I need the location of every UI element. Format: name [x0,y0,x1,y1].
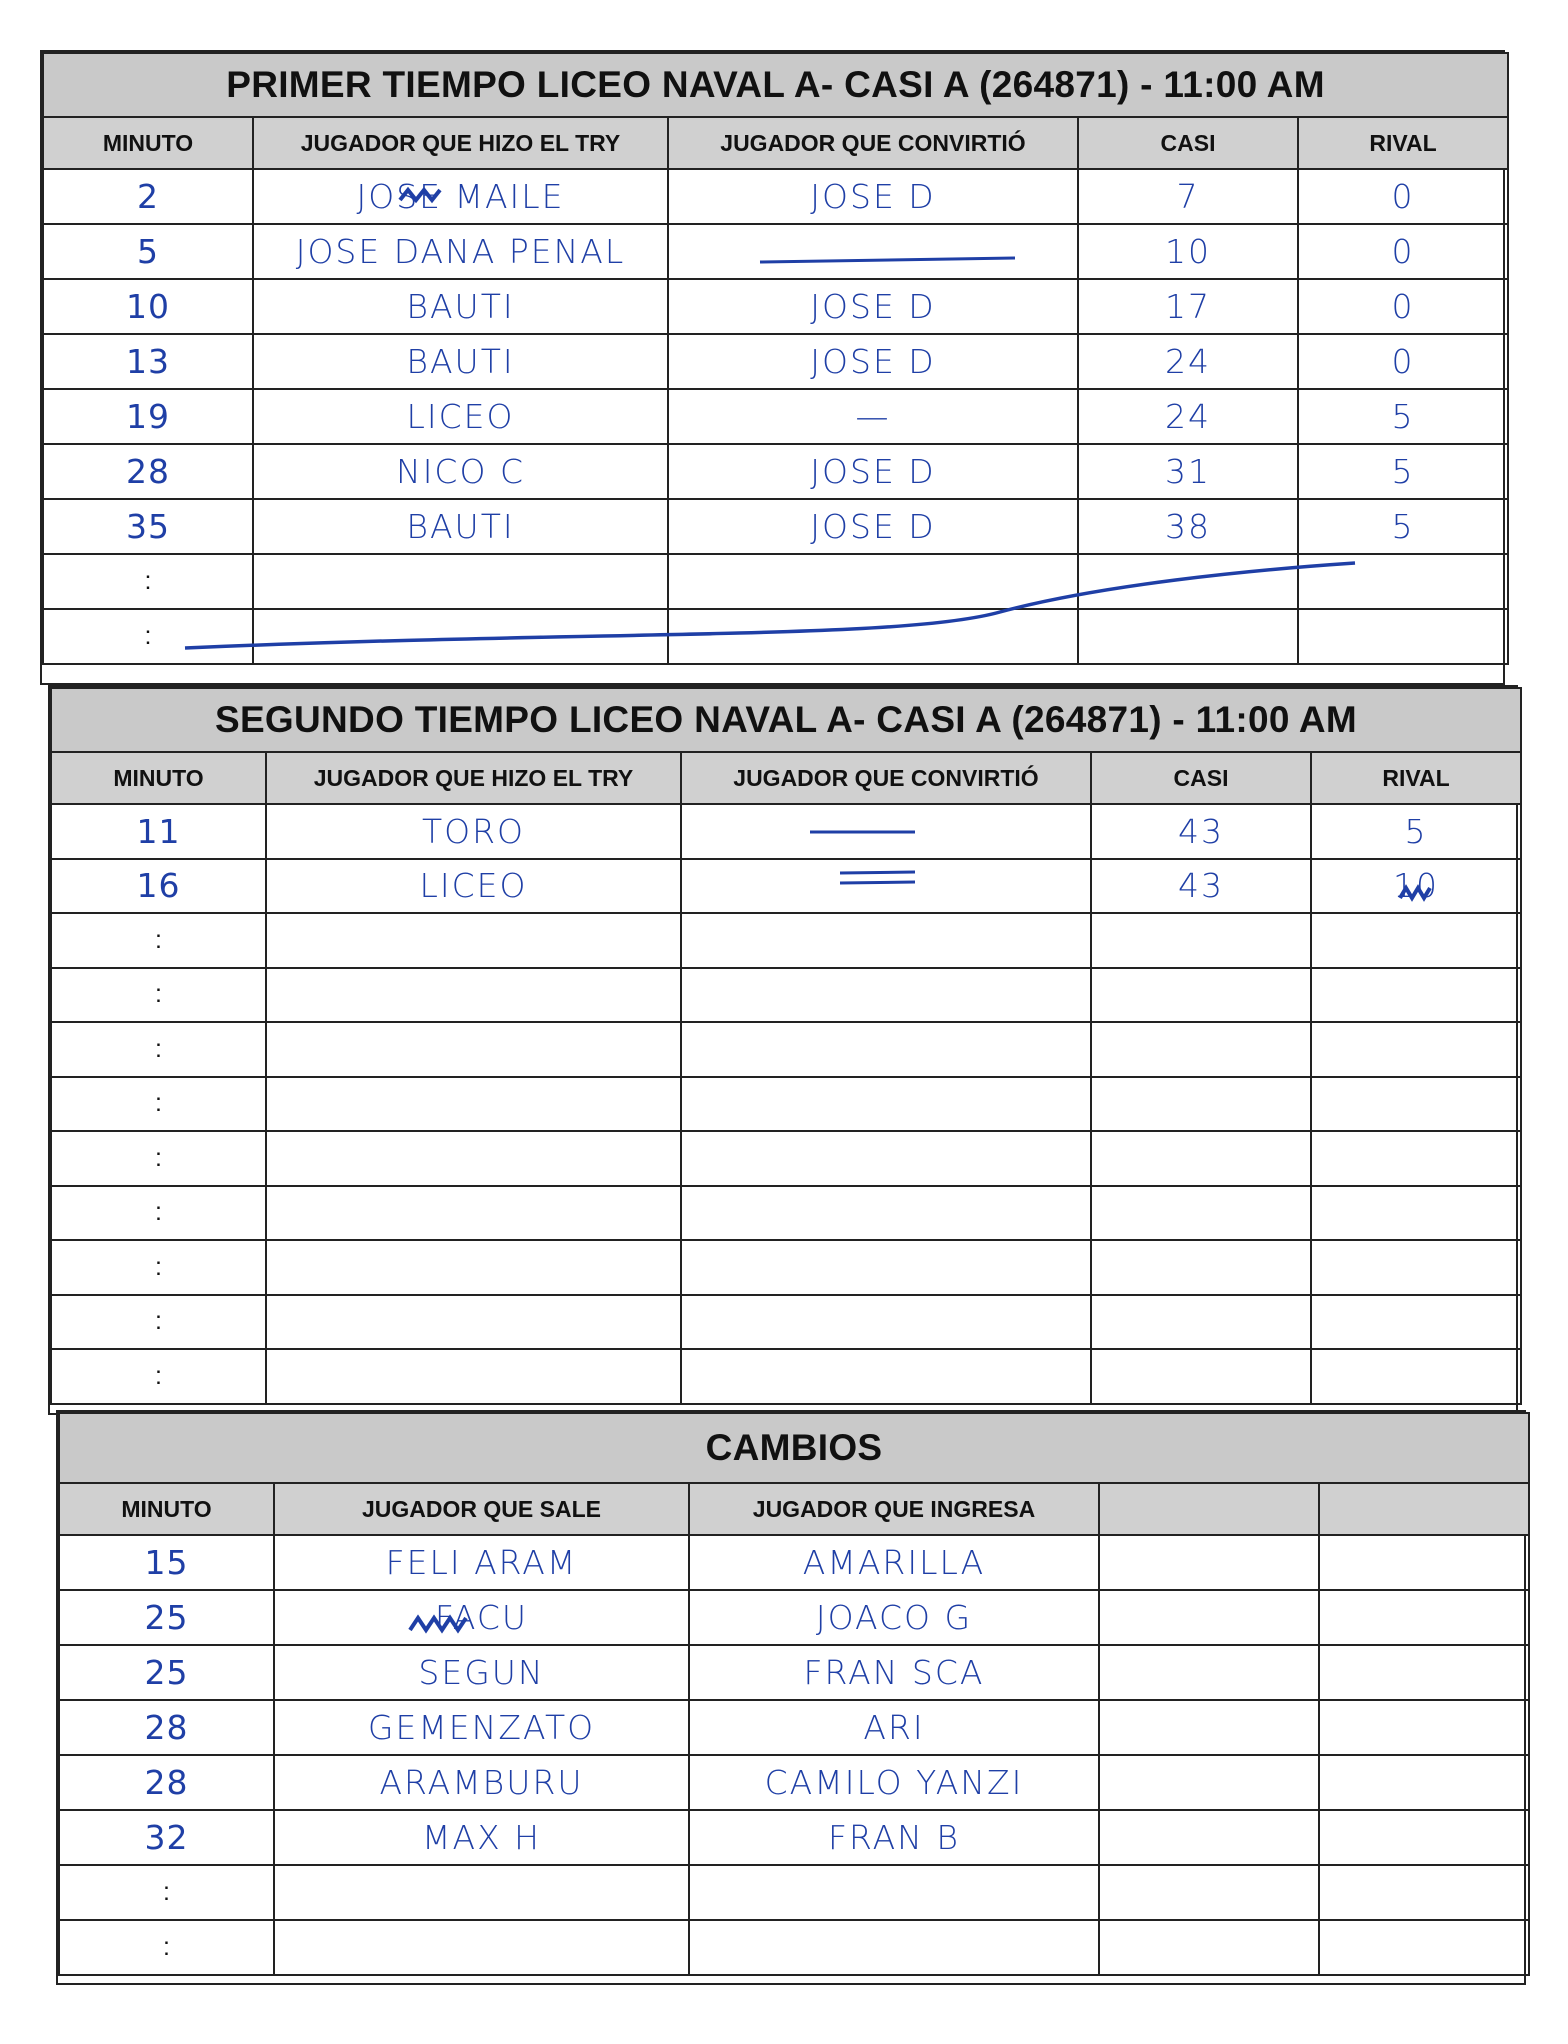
cell-try [266,1240,681,1295]
header-rival: RIVAL [1298,117,1508,169]
cell-rival [1298,554,1508,609]
header-extra-2 [1319,1483,1529,1535]
cell-convirtio [668,554,1078,609]
cell-rival: 0 [1298,224,1508,279]
cell-convirtio [681,1077,1091,1132]
cell-casi [1091,1131,1311,1186]
cell-convirtio [681,913,1091,968]
header-ingresa: JUGADOR QUE INGRESA [689,1483,1099,1535]
cell-convirtio [681,1240,1091,1295]
cell-casi [1078,554,1298,609]
table-row [51,913,1521,968]
cell-rival: 10 [1311,859,1521,914]
cell-try [253,554,668,609]
cell-ingresa [689,1920,1099,1975]
cell-rival [1298,609,1508,664]
table-row [51,804,1521,859]
cell-rival: 5 [1298,444,1508,499]
table-row [59,1755,1529,1810]
cell-minuto: : [59,1920,274,1975]
table-row [43,499,1508,554]
table-row [59,1700,1529,1755]
cell-casi: 31 [1078,444,1298,499]
table-row [43,609,1508,664]
cell-rival: 0 [1298,334,1508,389]
cell-try: NICO C [253,444,668,499]
cell-minuto: : [43,554,253,609]
cell-try [266,1077,681,1132]
table-row [43,444,1508,499]
header-extra-1 [1099,1483,1319,1535]
table-row [51,859,1521,914]
cell-casi [1091,1077,1311,1132]
table-row [59,1810,1529,1865]
cell-convirtio: JOSE D [668,169,1078,224]
cell-rival [1311,968,1521,1023]
cell-convirtio [681,1022,1091,1077]
empty-cell [1099,1810,1319,1865]
second-half-table [50,687,1522,1405]
table-row [51,1295,1521,1350]
second-half-section [48,685,1518,1415]
cell-minuto: 13 [43,334,253,389]
changes-section [56,1410,1526,1985]
cell-casi: 24 [1078,334,1298,389]
cell-try [266,1186,681,1241]
cell-try [266,1349,681,1404]
cell-minuto: 32 [59,1810,274,1865]
cell-rival: 0 [1298,279,1508,334]
cell-minuto: 16 [51,859,266,914]
empty-cell [1099,1755,1319,1810]
cell-casi [1091,1349,1311,1404]
cell-sale: GEMENZATO [274,1700,689,1755]
empty-cell [1099,1590,1319,1645]
cell-casi [1078,609,1298,664]
cell-sale [274,1920,689,1975]
table-row [51,1349,1521,1404]
table-row [59,1590,1529,1645]
cell-minuto: : [59,1865,274,1920]
cell-sale: SEGUN [274,1645,689,1700]
cell-try: JOSE DANA PENAL [253,224,668,279]
cell-convirtio [681,1131,1091,1186]
cell-casi [1091,968,1311,1023]
cell-convirtio: — [668,389,1078,444]
cell-minuto: 28 [43,444,253,499]
empty-cell [1319,1535,1529,1590]
empty-cell [1099,1920,1319,1975]
cell-casi: 7 [1078,169,1298,224]
first-half-table [42,52,1509,665]
header-convirtio: JUGADOR QUE CONVIRTIÓ [668,117,1078,169]
cell-casi [1091,1295,1311,1350]
empty-cell [1319,1755,1529,1810]
cell-minuto: : [51,913,266,968]
cell-sale: ARAMBURU [274,1755,689,1810]
cell-minuto: : [51,1077,266,1132]
header-casi: CASI [1078,117,1298,169]
header-casi: CASI [1091,752,1311,804]
cell-casi: 43 [1091,804,1311,859]
cell-sale: MAX H [274,1810,689,1865]
cell-minuto: : [43,609,253,664]
cell-minuto: 5 [43,224,253,279]
cell-rival [1311,1186,1521,1241]
cell-ingresa: JOACO G [689,1590,1099,1645]
cell-rival [1311,1022,1521,1077]
cell-minuto: 10 [43,279,253,334]
cell-ingresa [689,1865,1099,1920]
cell-convirtio: JOSE D [668,279,1078,334]
cell-minuto: : [51,1022,266,1077]
cell-try: BAUTI [253,334,668,389]
header-try: JUGADOR QUE HIZO EL TRY [266,752,681,804]
cell-casi: 24 [1078,389,1298,444]
first-half-title: PRIMER TIEMPO LICEO NAVAL A- CASI A (264871) - 11:00 AM [43,53,1508,117]
header-minuto: MINUTO [51,752,266,804]
cell-ingresa: ARI [689,1700,1099,1755]
cell-ingresa: FRAN B [689,1810,1099,1865]
cell-convirtio [668,609,1078,664]
cell-try [253,609,668,664]
cell-minuto: : [51,1186,266,1241]
cell-try [266,1131,681,1186]
empty-cell [1099,1865,1319,1920]
header-try: JUGADOR QUE HIZO EL TRY [253,117,668,169]
header-sale: JUGADOR QUE SALE [274,1483,689,1535]
cell-minuto: 2 [43,169,253,224]
cell-minuto: 15 [59,1535,274,1590]
table-row [43,389,1508,444]
cell-minuto: 35 [43,499,253,554]
cell-ingresa: AMARILLA [689,1535,1099,1590]
cell-rival [1311,913,1521,968]
cell-minuto: 28 [59,1755,274,1810]
cell-convirtio [668,224,1078,279]
cell-casi: 17 [1078,279,1298,334]
table-row [51,1186,1521,1241]
table-row [59,1645,1529,1700]
empty-cell [1319,1810,1529,1865]
cell-casi [1091,913,1311,968]
cell-casi: 10 [1078,224,1298,279]
cell-try: LICEO [253,389,668,444]
cell-minuto: 28 [59,1700,274,1755]
cell-rival: 5 [1298,499,1508,554]
cell-casi: 38 [1078,499,1298,554]
second-half-title: SEGUNDO TIEMPO LICEO NAVAL A- CASI A (264871) - 11:00 AM [51,688,1521,752]
empty-cell [1319,1590,1529,1645]
cell-rival [1311,1240,1521,1295]
cell-rival: 5 [1298,389,1508,444]
header-minuto: MINUTO [59,1483,274,1535]
table-row [51,968,1521,1023]
cell-convirtio [681,968,1091,1023]
cell-casi [1091,1186,1311,1241]
cell-minuto: 25 [59,1590,274,1645]
empty-cell [1099,1535,1319,1590]
cell-casi [1091,1022,1311,1077]
cell-convirtio [681,1349,1091,1404]
cell-minuto: : [51,1131,266,1186]
cell-convirtio: JOSE D [668,499,1078,554]
cell-try: BAUTI [253,499,668,554]
cell-rival [1311,1349,1521,1404]
cell-convirtio [681,1295,1091,1350]
empty-cell [1099,1645,1319,1700]
table-row [43,334,1508,389]
empty-cell [1319,1920,1529,1975]
table-row [43,224,1508,279]
cell-ingresa: CAMILO YANZI [689,1755,1099,1810]
cell-minuto: 25 [59,1645,274,1700]
cell-convirtio [681,1186,1091,1241]
cell-casi: 43 [1091,859,1311,914]
cell-sale: FACU [274,1590,689,1645]
table-row [43,279,1508,334]
cell-sale [274,1865,689,1920]
cell-try: BAUTI [253,279,668,334]
cell-ingresa: FRAN SCA [689,1645,1099,1700]
changes-table [58,1412,1530,1976]
cell-try: JOSE MAILE [253,169,668,224]
first-half-section [40,50,1505,685]
cell-convirtio: JOSE D [668,334,1078,389]
table-row [51,1131,1521,1186]
table-row [59,1865,1529,1920]
cell-rival [1311,1295,1521,1350]
cell-try: TORO [266,804,681,859]
empty-cell [1099,1700,1319,1755]
cell-minuto: : [51,968,266,1023]
header-minuto: MINUTO [43,117,253,169]
table-row [51,1077,1521,1132]
empty-cell [1319,1645,1529,1700]
table-row [59,1920,1529,1975]
cell-try [266,1022,681,1077]
table-row [51,1240,1521,1295]
cell-minuto: : [51,1240,266,1295]
header-convirtio: JUGADOR QUE CONVIRTIÓ [681,752,1091,804]
empty-cell [1319,1700,1529,1755]
cell-try: LICEO [266,859,681,914]
table-row [51,1022,1521,1077]
cell-convirtio [681,804,1091,859]
cell-minuto: : [51,1349,266,1404]
cell-minuto: : [51,1295,266,1350]
cell-rival: 0 [1298,169,1508,224]
cell-try [266,968,681,1023]
cell-convirtio: JOSE D [668,444,1078,499]
cell-minuto: 11 [51,804,266,859]
cell-casi [1091,1240,1311,1295]
cell-minuto: 19 [43,389,253,444]
cell-rival [1311,1077,1521,1132]
cell-sale: FELI ARAM [274,1535,689,1590]
header-rival: RIVAL [1311,752,1521,804]
changes-title: CAMBIOS [59,1413,1529,1483]
table-row [43,554,1508,609]
table-row [59,1535,1529,1590]
cell-try [266,913,681,968]
cell-convirtio [681,859,1091,914]
empty-cell [1319,1865,1529,1920]
cell-try [266,1295,681,1350]
table-row [43,169,1508,224]
cell-rival [1311,1131,1521,1186]
cell-rival: 5 [1311,804,1521,859]
